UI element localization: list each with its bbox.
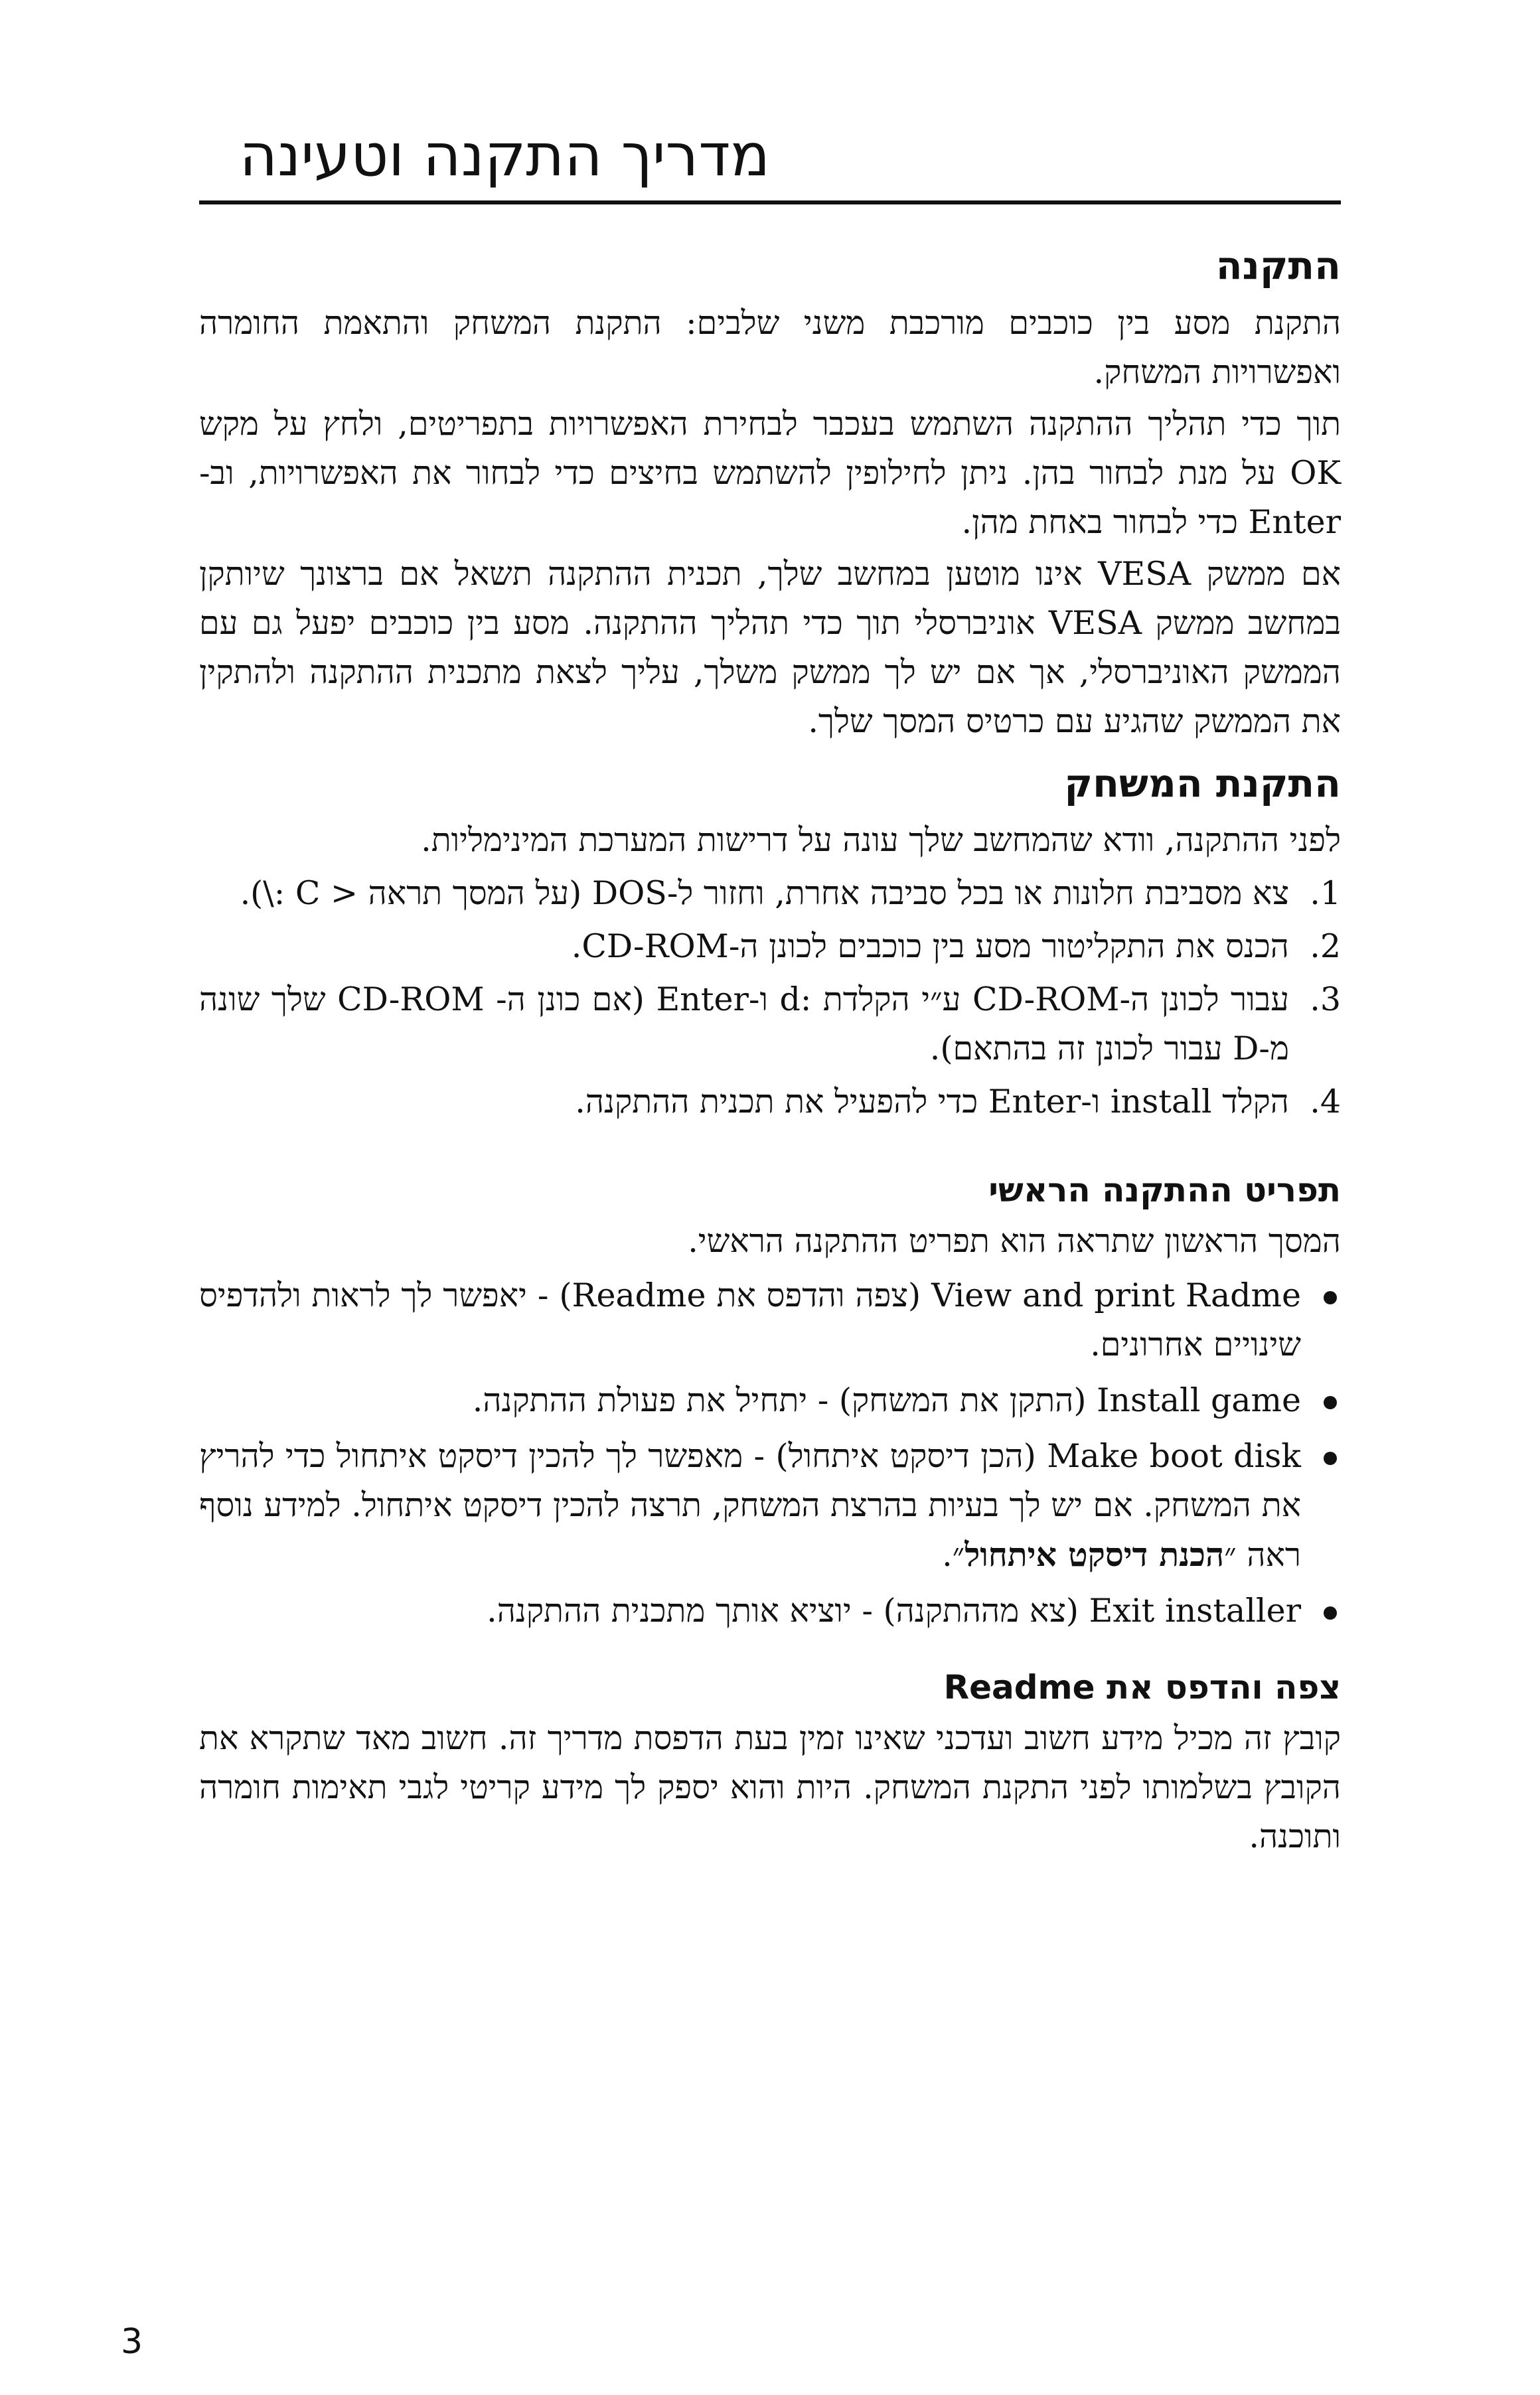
step-number: 3. — [1310, 980, 1341, 1019]
main-menu-heading: תפריט ההתקנה הראשי — [988, 1171, 1341, 1210]
menu-option-text: View and print Radme (צפה והדפס את Readme) - יאפשר לך לראות ולהדפיס שינויים אחרונים. — [199, 1276, 1301, 1364]
menu-option-item — [199, 1376, 1341, 1425]
step-text: הקלד install ו-Enter כדי להפעיל את תכנית ההתקנה. — [575, 1083, 1289, 1121]
step-number: 4. — [1310, 1083, 1341, 1121]
page-header-title: מדריך התקנה וטעינה — [239, 121, 770, 189]
install-step — [199, 922, 1341, 971]
installation-paragraph-2: תוך כדי תהליך ההתקנה השתמש בעכבר לבחירת האפשרויות בתפריטים, ולחץ על מקש OK על מנת לבחור בהן. ניתן לחילופין להשתמש בחיצים כדי לבחור את האפשרויות, וב-Enter כדי לבחור באחת מהן. — [199, 404, 1341, 541]
game-install-intro: לפני ההתקנה, וודא שהמחשב שלך עונה על דרישות המערכת המינימליות. — [421, 821, 1341, 860]
step-text: הכנס את התקליטור מסע בין כוכבים לכונן ה-CD-ROM. — [571, 927, 1289, 966]
step-number: 1. — [1310, 874, 1341, 913]
bullet-icon — [1324, 1396, 1337, 1409]
installation-paragraph-1: התקנת מסע בין כוכבים מורכבת משני שלבים: התקנת המשחק והתאמת החומרה ואפשרויות המשחק. — [199, 303, 1341, 391]
install-step — [199, 869, 1341, 918]
header-divider — [199, 200, 1341, 204]
menu-option-text: Make boot disk (הכן דיסקט איתחול) - מאפשר לך להכין דיסקט איתחול כדי להריץ את המשחק. אם יש לך בעיות בהרצת המשחק, תרצה להכין דיסקט איתחול. למידע נוסף ראה ״ — [199, 1437, 1301, 1575]
menu-option-item — [199, 1271, 1341, 1369]
menu-option-item — [199, 1586, 1341, 1636]
game-install-heading: התקנת המשחק — [1064, 760, 1341, 806]
bullet-icon — [1324, 1452, 1337, 1465]
manual-page — [199, 121, 1342, 1864]
bullet-icon — [1324, 1291, 1337, 1304]
installation-heading: התקנה — [1215, 243, 1341, 288]
menu-option-bold-reference: הכנת דיסקט איתחול — [964, 1535, 1225, 1575]
step-text: צא מסביבת חלונות או בכל סביבה אחרת, וחזור ל-DOS (על המסך תראה < C :\). — [240, 874, 1289, 913]
page-number: 3 — [121, 2322, 143, 2362]
readme-heading: צפה והדפס את Readme — [943, 1668, 1341, 1707]
step-text: עבור לכונן ה-CD-ROM ע״י הקלדת :d ו-Enter (אם כונן ה- CD-ROM שלך שונה מ-D עבור לכונן זה בהתאם). — [199, 980, 1290, 1068]
install-steps-list — [199, 869, 1341, 1126]
menu-option-item — [199, 1432, 1341, 1580]
step-number: 2. — [1310, 927, 1341, 966]
main-menu-intro: המסך הראשון שתראה הוא תפריט ההתקנה הראשי. — [688, 1222, 1341, 1261]
menu-option-tail: ״. — [942, 1536, 965, 1575]
readme-paragraph: קובץ זה מכיל מידע חשוב ועדכני שאינו זמין בעת הדפסת מדריך זה. חשוב מאד שתקרא את הקובץ בשלמותו לפני התקנת המשחק. היות והוא יספק לך מידע קריטי לגבי תאימות חומרה ותוכנה. — [199, 1719, 1341, 1856]
installation-paragraph-3: אם ממשק VESA אינו מוטען במחשב שלך, תכנית ההתקנה תשאל אם ברצונך שיותקן במחשב ממשק VESA אוניברסלי תוך כדי תהליך ההתקנה. מסע בין כוכבים יפעל גם עם הממשק האוניברסלי, אך אם יש לך ממשק משלך, עליך לצאת מתכנית ההתקנה ולהתקין את הממשק שהגיע עם כרטיס המסך שלך. — [199, 554, 1342, 740]
install-step — [199, 975, 1341, 1073]
menu-option-text: Install game (התקן את המשחק) - יתחיל את פעולת ההתקנה. — [472, 1381, 1301, 1420]
menu-option-text: Exit installer (צא מההתקנה) - יוציא אותך מתכנית ההתקנה. — [487, 1592, 1301, 1630]
main-menu-options-list — [199, 1271, 1341, 1636]
install-step — [199, 1077, 1341, 1126]
bullet-icon — [1324, 1606, 1337, 1620]
